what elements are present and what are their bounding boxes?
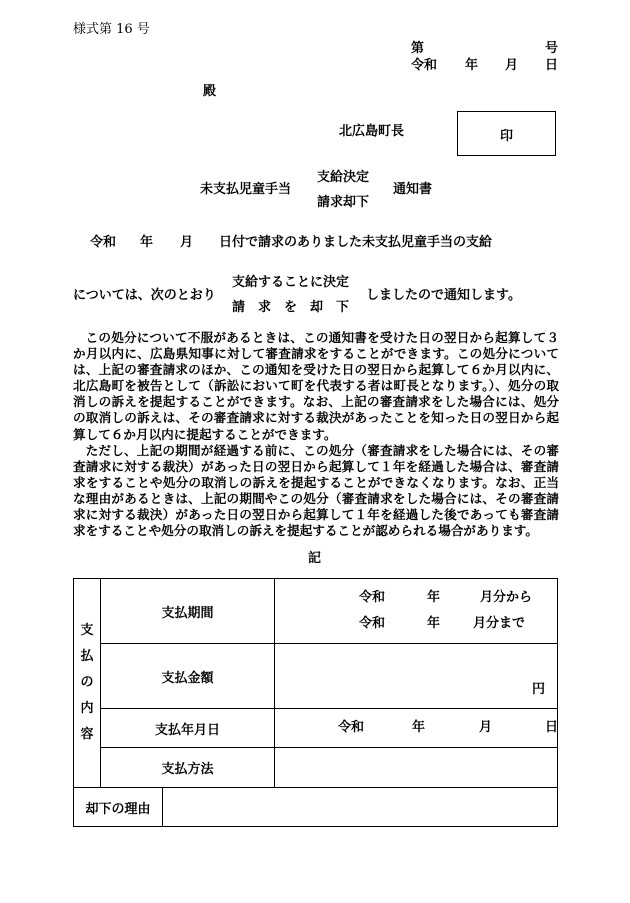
title-prefix: 未支払児童手当 — [200, 182, 292, 197]
issue-date-day-unit: 日 — [545, 58, 559, 73]
period-from-month-unit: 月分から — [480, 590, 533, 605]
intro-era: 令和 — [90, 235, 117, 250]
rejection-reason-field[interactable] — [163, 788, 558, 827]
decision-prefix: については、次のとおり — [73, 288, 216, 303]
payment-method-field[interactable] — [275, 748, 558, 788]
form-number: 様式第 16 号 — [73, 22, 150, 37]
amount-label: 支払金額 — [101, 644, 275, 709]
decision-option-reject: 請 求 を 却 下 — [232, 300, 350, 315]
seal-mark: 印 — [499, 129, 513, 144]
side-header-char: 内 — [80, 701, 94, 716]
payment-date-year-unit: 年 — [412, 720, 426, 735]
title-suffix: 通知書 — [393, 182, 433, 197]
decision-option-grant: 支給することに決定 — [232, 275, 350, 290]
amount-field[interactable] — [275, 644, 558, 709]
appeal-notice-paragraph: ただし、上記の期間が経過する前に、この処分（審査請求をした場合には、その審査請求に対する裁決）があった日の翌日から起算して１年を経過した場合は、審査請求をすることや処分の取消しの訴えを提起することができなくなります。なお、正当な理由があるときは、上記の期間やこの処分（審査請求をした場合には、その審査請求に対する裁決）があった日の翌日から起算して１年を経過した後であっても審査請求をすることや処分の取消しの訴えを提起することが認められる場合があります。 — [73, 442, 559, 539]
side-header-char: の — [80, 675, 94, 690]
period-field[interactable] — [275, 579, 558, 644]
payment-date-day-unit: 日 — [545, 720, 559, 735]
payment-method-label: 支払方法 — [101, 748, 275, 788]
issue-date-year-unit: 年 — [465, 58, 479, 73]
payment-date-era: 令和 — [338, 720, 365, 735]
payment-details-table — [73, 578, 558, 827]
intro-text: 日付で請求のありました未支払児童手当の支給 — [219, 235, 493, 250]
period-to-era: 令和 — [359, 616, 386, 631]
ki-heading: 記 — [308, 551, 322, 566]
side-header-char: 支 — [80, 623, 94, 638]
intro-year-unit: 年 — [140, 235, 154, 250]
recipient-honorific: 殿 — [203, 84, 217, 99]
amount-unit: 円 — [532, 682, 546, 697]
payment-date-label: 支払年月日 — [101, 709, 275, 748]
period-label: 支払期間 — [101, 579, 275, 644]
title-option-grant: 支給決定 — [317, 170, 370, 185]
period-to-year-unit: 年 — [427, 616, 441, 631]
rejection-reason-label: 却下の理由 — [74, 788, 163, 827]
document-number-suffix: 号 — [545, 41, 559, 56]
period-from-year-unit: 年 — [427, 590, 441, 605]
title-option-reject: 請求却下 — [317, 195, 370, 210]
intro-month-unit: 月 — [180, 235, 194, 250]
issue-date-month-unit: 月 — [505, 58, 519, 73]
payment-date-field[interactable] — [275, 709, 558, 748]
document-number-prefix: 第 — [411, 41, 425, 56]
appeal-notice — [73, 330, 559, 539]
payment-contents-header — [74, 579, 101, 788]
payment-date-month-unit: 月 — [479, 720, 493, 735]
side-header-char: 払 — [80, 649, 94, 664]
period-to-month-unit: 月分まで — [473, 616, 526, 631]
seal-box — [457, 111, 556, 156]
issuer-name: 北広島町長 — [339, 124, 405, 139]
side-header-char: 容 — [80, 727, 94, 742]
appeal-notice-paragraph: この処分について不服があるときは、この通知書を受けた日の翌日から起算して３か月以内に、広島県知事に対して審査請求をすることができます。この処分については、上記の審査請求のほか、この通知を受けた日の翌日から起算して６か月以内に、北広島町を被告として（訴訟において町を代表する者は町長となります。）、処分の取消しの訴えを提起することができます。なお、上記の審査請求をした場合には、処分の取消しの訴えは、その審査請求に対する裁決があったことを知った日の翌日から起算して６か月以内に提起することができます。 — [73, 330, 559, 442]
period-from-era: 令和 — [359, 590, 386, 605]
decision-suffix: しましたので通知します。 — [366, 288, 521, 303]
issue-date-era: 令和 — [411, 58, 438, 73]
